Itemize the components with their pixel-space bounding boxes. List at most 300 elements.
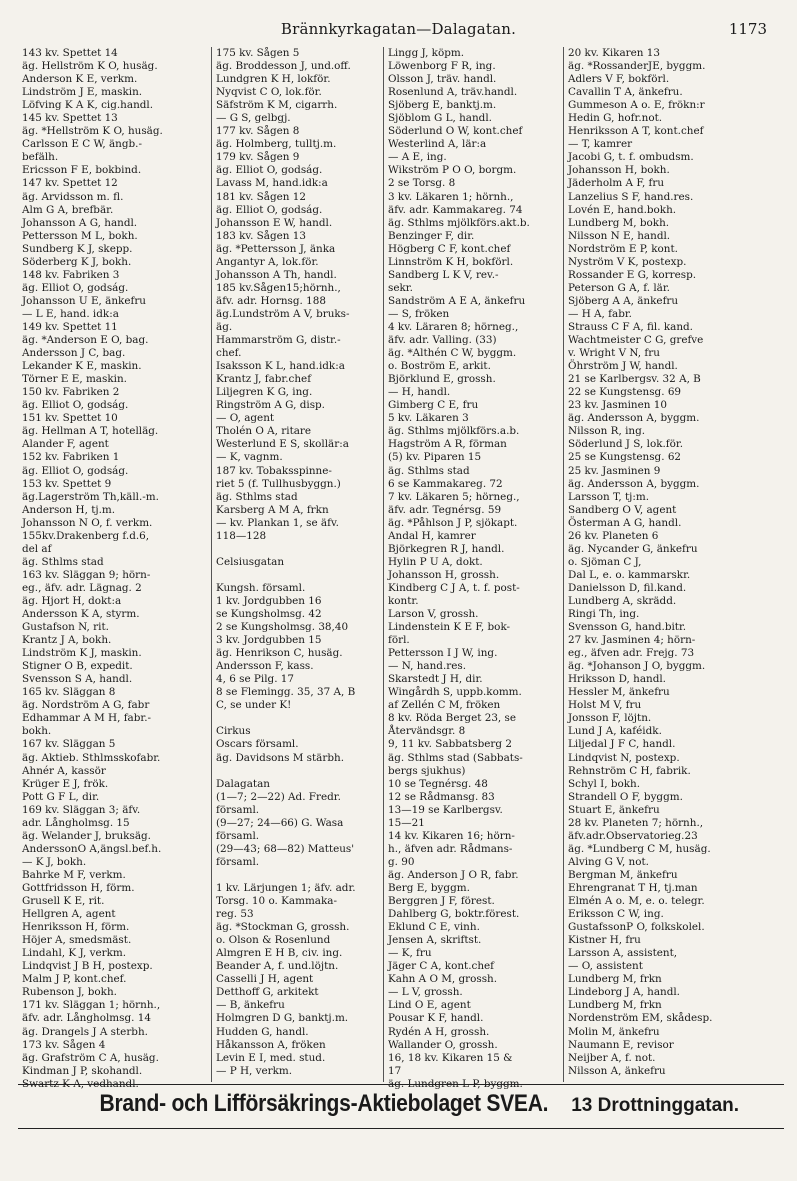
- directory-line: Gustafson N, rit.: [22, 621, 109, 634]
- directory-line: 1 kv. Lärjungen 1; äfv. adr.: [216, 882, 356, 894]
- directory-line: 143 kv. Spettet 14: [22, 47, 118, 59]
- directory-line: Pott G F L, dir.: [22, 790, 100, 803]
- directory-line: Björkegren R J, handl.: [388, 542, 505, 555]
- directory-line: Löfving K A K, cig.handl.: [22, 99, 154, 112]
- directory-line: Dalagatan: [216, 777, 270, 790]
- directory-line: Wikström P O O, borgm.: [388, 164, 517, 177]
- column-3: [383, 47, 563, 1090]
- directory-line: äg. *Påhlson J P, sjökapt.: [388, 516, 518, 529]
- directory-line: Berg E, byggm.: [388, 882, 470, 894]
- directory-line: Almgren E H B, civ. ing.: [216, 947, 343, 960]
- directory-line: 1 kv. Jordgubben 16: [216, 594, 322, 607]
- directory-line: af Zellén C M, fröken: [388, 699, 501, 712]
- directory-line: 23 kv. Jasminen 10: [568, 399, 667, 412]
- directory-line: Peterson G A, f. lär.: [568, 281, 670, 294]
- directory-line: — H, handl.: [388, 386, 451, 399]
- directory-line: 148 kv. Fabriken 3: [22, 268, 120, 281]
- directory-line: — K, vagnm.: [216, 451, 283, 464]
- directory-line: 25 se Kungstensg. 62: [568, 451, 682, 464]
- directory-line: Edhammar A M H, fabr.-: [22, 712, 152, 725]
- directory-line: kontr.: [388, 594, 419, 607]
- directory-line: äg.Lagerström Th,käll.-m.: [22, 490, 159, 503]
- directory-line: Tholén O A, ritare: [216, 425, 312, 438]
- directory-line: Alander F, agent: [22, 438, 109, 451]
- directory-line: Håkansson A, fröken: [216, 1038, 326, 1051]
- directory-line: Dahlberg G, boktr.förest.: [388, 908, 520, 921]
- directory-line: Benzinger F, dir.: [388, 229, 475, 242]
- directory-line: Alving G V, not.: [568, 855, 649, 868]
- directory-line: — A E, ing.: [388, 151, 447, 164]
- directory-line: — K, fru: [388, 947, 432, 960]
- directory-line: äg. Elliot O, godság.: [216, 203, 323, 216]
- directory-line: Lekander K E, maskin.: [22, 360, 142, 373]
- directory-line: o. Olson & Rosenlund: [216, 934, 331, 947]
- directory-line: Ericsson F E, bokbind.: [22, 164, 142, 177]
- directory-line: Lund J A, kaféidk.: [568, 725, 662, 738]
- directory-line: Kindberg C J A, t. f. post-: [388, 581, 520, 594]
- directory-line: befälh.: [22, 151, 59, 164]
- directory-line: Oscars församl.: [216, 738, 299, 751]
- directory-line: Andersson K A, styrm.: [22, 608, 140, 621]
- directory-line: — G S, gelbgj.: [216, 112, 291, 125]
- directory-line: Grusell K E, rit.: [22, 895, 105, 908]
- directory-line: Kindman J P, skohandl.: [22, 1064, 143, 1077]
- directory-line: 4 kv. Läraren 8; hörneg.,: [388, 320, 519, 333]
- directory-line: Anderson K E, verkm.: [22, 73, 138, 86]
- directory-line: Rosenlund A, träv.handl.: [388, 86, 518, 99]
- directory-line: Wachtmeister C G, grefve: [568, 334, 704, 347]
- directory-line: Rossander E G, korresp.: [568, 268, 697, 281]
- directory-line: Österman A G, handl.: [568, 516, 682, 529]
- directory-line: Larson V, grossh.: [388, 608, 479, 621]
- directory-line: äg. Hellström K O, husäg.: [22, 60, 158, 73]
- directory-line: Lanzelius S F, hand.res.: [568, 190, 694, 203]
- directory-line: Gummeson A o. E, frökn:r: [568, 99, 705, 112]
- directory-line: eg., äfven adr. Frejg. 73: [568, 647, 695, 660]
- directory-line: Svensson G, hand.bitr.: [568, 621, 687, 634]
- directory-line: Lundberg A, skrädd.: [568, 594, 677, 607]
- directory-line: Kistner H, fru: [568, 934, 641, 947]
- directory-line: äg. Sthlms stad: [388, 464, 470, 477]
- directory-line: äg. Andersson A, byggm.: [568, 412, 700, 425]
- directory-line: äg. Anderson J O R, fabr.: [388, 868, 519, 881]
- directory-line: Rydén A H, grossh.: [388, 1025, 490, 1038]
- directory-line: (5) kv. Piparen 15: [388, 451, 482, 464]
- directory-line: Lindqvist J B H, postexp.: [22, 960, 153, 973]
- directory-line: — B, änkefru: [216, 999, 285, 1012]
- directory-line: Swartz K A, vedhandl.: [22, 1077, 139, 1090]
- directory-line: Adlers V F, bokförl.: [568, 73, 670, 86]
- directory-line: Andersson F, kass.: [216, 660, 314, 673]
- directory-line: 167 kv. Släggan 5: [22, 738, 116, 751]
- directory-line: eg., äfv. adr. Lägnag. 2: [22, 581, 142, 594]
- directory-line: 25 kv. Jasminen 9: [568, 464, 661, 477]
- directory-line: Gottfridsson H, förm.: [22, 882, 135, 894]
- directory-line: Svensson S A, handl.: [22, 673, 133, 686]
- directory-line: äg. Holmberg, tulltj.m.: [216, 138, 337, 151]
- directory-line: 26 kv. Planeten 6: [568, 529, 659, 542]
- directory-line: församl.: [216, 803, 260, 816]
- directory-line: Hudden G, handl.: [216, 1025, 309, 1038]
- directory-line: Hagström A R, förman: [388, 438, 507, 451]
- directory-line: riet 5 (f. Tullhusbyggn.): [216, 477, 341, 490]
- directory-line: Skarstedt J H, dir.: [388, 673, 483, 686]
- directory-line: äg. Elliot O, godság.: [22, 464, 129, 477]
- directory-line: Jonsson F, löjtn.: [568, 712, 652, 725]
- directory-line: Johansson H, bokh.: [568, 164, 670, 177]
- directory-line: Andersson J C, bag.: [22, 347, 126, 360]
- directory-line: äfv. adr. Valling. (33): [388, 334, 497, 347]
- directory-line: Krantz J, fabr.chef: [216, 373, 312, 386]
- directory-line: Ehrengranat T H, tj.man: [568, 882, 698, 894]
- directory-line: Löwenborg F R, ing.: [388, 60, 496, 73]
- directory-line: reg. 53: [216, 908, 254, 921]
- directory-line: Levin E I, med. stud.: [216, 1051, 326, 1064]
- directory-line: Hellgren A, agent: [22, 908, 116, 921]
- page-title: Brännkyrkagatan—Dalagatan.: [280, 20, 517, 38]
- directory-line: Isaksson K L, hand.idk:a: [216, 360, 345, 373]
- directory-line: Hessler M, änkefru: [568, 686, 670, 699]
- directory-line: Cirkus: [216, 725, 251, 738]
- directory-line: Torsg. 10 o. Kammaka-: [216, 895, 337, 908]
- directory-line: — T, kamrer: [568, 138, 633, 151]
- directory-line: Hammarström G, distr.-: [216, 334, 341, 347]
- directory-line: Lavass M, hand.idk:a: [216, 177, 328, 190]
- directory-line: äfv. adr. Kammakareg. 74: [388, 203, 523, 216]
- directory-line: Lindahl, K J, verkm.: [22, 947, 127, 960]
- directory-line: Henriksson H, förm.: [22, 921, 130, 934]
- directory-line: Kahn A O M, grossh.: [388, 973, 498, 986]
- directory-line: adr. Långholmsg. 15: [22, 816, 130, 829]
- directory-line: Lind O E, agent: [388, 999, 471, 1012]
- directory-line: 16, 18 kv. Kikaren 15 &: [388, 1051, 513, 1064]
- directory-line: Pettersson M L, bokh.: [22, 229, 138, 242]
- directory-line: äg. Sthlms stad (Sabbats-: [388, 751, 523, 764]
- directory-line: äg. Nordström A G, fabr: [22, 699, 150, 712]
- directory-line: äg.: [216, 320, 233, 333]
- directory-line: 118—128: [216, 529, 267, 542]
- directory-line: Eriksson C W, ing.: [568, 908, 664, 921]
- directory-line: äg.Lundström A V, bruks-: [216, 307, 350, 320]
- directory-line: 171 kv. Släggan 1; hörnh.,: [22, 999, 161, 1012]
- directory-line: Söderlund J S, lok.för.: [568, 438, 684, 451]
- directory-line: äg. Lundgren L P, byggm.: [388, 1077, 523, 1090]
- directory-line: Linnström K H, bokförl.: [388, 255, 514, 268]
- directory-line: — O, assistent: [568, 960, 643, 973]
- directory-line: Bergman M, änkefru: [568, 868, 678, 881]
- directory-line: Söderlund O W, kont.chef: [388, 125, 523, 138]
- directory-line: 150 kv. Fabriken 2: [22, 386, 120, 399]
- directory-line: Celsiusgatan: [216, 555, 285, 568]
- directory-line: Nilsson R, ing.: [568, 425, 646, 438]
- directory-line: äg. Drangels J A sterbh.: [22, 1025, 148, 1038]
- directory-line: — kv. Plankan 1, se äfv.: [216, 516, 339, 529]
- directory-line: 27 kv. Jasminen 4; hörn-: [568, 634, 696, 647]
- directory-line: Jäderholm A F, fru: [568, 177, 665, 190]
- directory-line: Angantyr A, lok.för.: [216, 255, 319, 268]
- footer-rule-top: [18, 1084, 784, 1085]
- directory-line: äg. Henrikson C, husäg.: [216, 647, 343, 660]
- column-1: [18, 47, 211, 1090]
- directory-line: Lundgren K H, lokför.: [216, 73, 331, 86]
- directory-line: 152 kv. Fabriken 1: [22, 451, 120, 464]
- directory-line: C, se under K!: [216, 699, 292, 712]
- directory-line: Nyström V K, postexp.: [568, 255, 687, 268]
- directory-line: bergs sjukhus): [388, 764, 466, 777]
- directory-line: äg. Sthlms mjölkförs.akt.b.: [388, 216, 530, 229]
- directory-line: Söderberg K J, bokh.: [22, 255, 132, 268]
- directory-line: Säfström K M, cigarrh.: [216, 99, 338, 112]
- directory-line: — H A, fabr.: [568, 307, 632, 320]
- directory-line: Larsson T, tj:m.: [568, 490, 650, 503]
- directory-line: äg. *Althén C W, byggm.: [388, 347, 517, 360]
- directory-line: Nilsson N E, handl.: [568, 229, 671, 242]
- directory-line: 2 se Kungsholmsg. 38,40: [216, 621, 349, 634]
- directory-line: äg. Hjort H, dokt:a: [22, 594, 122, 607]
- directory-line: Danielsson D, fil.kand.: [568, 581, 687, 594]
- directory-line: Lindenstein K E F, bok-: [388, 621, 511, 634]
- directory-line: Jäger C A, kont.chef: [388, 960, 495, 973]
- directory-line: Malm J P, kont.chef.: [22, 973, 127, 986]
- directory-line: 28 kv. Planeten 7; hörnh.,: [568, 816, 704, 829]
- directory-line: Liljegren K G, ing.: [216, 386, 313, 399]
- directory-line: Schyl I, bokh.: [568, 777, 641, 790]
- directory-line: [216, 869, 383, 882]
- directory-line: 8 kv. Röda Berget 23, se: [388, 712, 517, 725]
- directory-line: Hedin G, hofr.not.: [568, 112, 663, 125]
- directory-line: 151 kv. Spettet 10: [22, 412, 118, 425]
- directory-line: äg. Grafström C A, husäg.: [22, 1051, 159, 1064]
- directory-line: 13—19 se Karlbergsv.: [388, 803, 503, 816]
- directory-line: äg. Welander J, bruksäg.: [22, 829, 151, 842]
- directory-line: Olsson J, träv. handl.: [388, 73, 497, 86]
- directory-line: äg. Hellman A T, hotelläg.: [22, 425, 159, 438]
- directory-line: Naumann E, revisor: [568, 1038, 674, 1051]
- directory-line: 12 se Rådmansg. 83: [388, 790, 495, 803]
- directory-line: AnderssonO A,ängsl.bef.h.: [22, 842, 162, 855]
- directory-line: äg. *Hellström K O, husäg.: [22, 125, 163, 138]
- directory-line: 15—21: [388, 816, 425, 829]
- directory-line: sekr.: [388, 281, 413, 294]
- advert-address: 13 Drottninggatan.: [571, 1095, 740, 1116]
- directory-line: Sandberg L K V, rev.-: [388, 268, 499, 281]
- directory-line: Nilsson A, änkefru: [568, 1064, 666, 1077]
- directory-line: — L E, hand. idk:a: [22, 307, 119, 320]
- directory-line: församl.: [216, 855, 260, 868]
- directory-line: Lindström K J, maskin.: [22, 647, 142, 660]
- directory-line: 149 kv. Spettet 11: [22, 320, 118, 333]
- directory-line: Anderson H, tj.m.: [22, 503, 116, 516]
- directory-line: — O, agent: [216, 412, 275, 425]
- directory-line: v. Wright V N, fru: [568, 347, 660, 360]
- directory-line: GustafssonP O, folkskolel.: [568, 921, 705, 934]
- directory-line: Beander A, f. und.löjtn.: [216, 960, 339, 973]
- directory-line: förl.: [388, 634, 410, 647]
- directory-line: 3 kv. Läkaren 1; hörnh.,: [388, 190, 514, 203]
- directory-line: Krüger E J, frök.: [22, 777, 109, 790]
- directory-line: Sjöberg A A, änkefru: [568, 294, 679, 307]
- directory-line: äg. Elliot O, godság.: [216, 164, 323, 177]
- directory-line: Holmgren D G, banktj.m.: [216, 1012, 349, 1025]
- directory-line: [216, 765, 383, 778]
- directory-line: Ringström A G, disp.: [216, 399, 325, 412]
- directory-line: äg. *Johanson J O, byggm.: [568, 660, 706, 673]
- directory-line: Gimberg C E, fru: [388, 399, 479, 412]
- directory-line: — S, fröken: [388, 307, 450, 320]
- directory-line: 17: [388, 1064, 402, 1077]
- directory-line: 6 se Kammakareg. 72: [388, 477, 503, 490]
- directory-line: 177 kv. Sågen 8: [216, 125, 300, 138]
- directory-line: 145 kv. Spettet 13: [22, 112, 118, 125]
- directory-line: Stigner O B, expedit.: [22, 660, 133, 673]
- directory-line: [216, 712, 383, 725]
- directory-line: del af: [22, 542, 52, 555]
- directory-line: Höjer A, smedsmäst.: [22, 934, 132, 947]
- directory-line: 7 kv. Läkaren 5; hörneg.,: [388, 490, 520, 503]
- directory-line: Ahnér A, kassör: [22, 764, 106, 777]
- directory-line: chef.: [216, 347, 242, 360]
- directory-line: 187 kv. Tobaksspinne-: [216, 464, 332, 477]
- directory-line: äfv.adr.Observatorieg.23: [568, 829, 698, 842]
- directory-line: äg. Elliot O, godság.: [22, 399, 129, 412]
- directory-line: Johansson A G, handl.: [22, 216, 138, 229]
- directory-line: 185 kv.Sågen15;hörnh.,: [216, 281, 341, 294]
- directory-line: Sjöblom G L, handl.: [388, 112, 492, 125]
- directory-line: 5 kv. Läkaren 3: [388, 412, 469, 425]
- directory-line: (1—7; 2—22) Ad. Fredr.: [216, 790, 341, 803]
- directory-line: Kungsh. församl.: [216, 581, 306, 594]
- advert-company: Brand- och Lifförsäkrings-Aktiebolaget SVEA.: [99, 1090, 549, 1117]
- directory-line: Strauss C F A, fil. kand.: [568, 320, 693, 333]
- directory-line: o. Boström E, arkit.: [388, 360, 491, 373]
- directory-line: Elmén A o. M, e. o. telegr.: [568, 895, 705, 908]
- directory-line: 169 kv. Släggan 3; äfv.: [22, 803, 141, 816]
- directory-line: Öhrström J W, handl.: [568, 360, 678, 373]
- directory-line: församl.: [216, 829, 260, 842]
- directory-line: o. Sjöman C J,: [568, 555, 642, 568]
- directory-line: 179 kv. Sågen 9: [216, 151, 300, 164]
- directory-line: äg. Sthlms stad: [22, 555, 104, 568]
- directory-line: 173 kv. Sågen 4: [22, 1038, 106, 1051]
- directory-line: 14 kv. Kikaren 16; hörn-: [388, 829, 515, 842]
- directory-line: Jacobi G, t. f. ombudsm.: [568, 151, 694, 164]
- directory-line: Carlsson E C W, ängb.-: [22, 138, 142, 151]
- directory-line: 3 kv. Jordgubben 15: [216, 634, 322, 647]
- directory-line: Rehnström C H, fabrik.: [568, 764, 691, 777]
- directory-line: [216, 569, 383, 582]
- directory-line: Pousar K F, handl.: [388, 1012, 484, 1025]
- directory-line: Holst M V, fru: [568, 699, 642, 712]
- directory-line: Dal L, e. o. kammarskr.: [568, 568, 691, 581]
- directory-line: äg. Sthlms stad: [216, 490, 298, 503]
- directory-line: Högberg C F, kont.chef: [388, 242, 511, 255]
- directory-line: Lingg J, köpm.: [388, 47, 465, 59]
- directory-line: 22 se Kungstensg. 69: [568, 386, 682, 399]
- directory-line: — K J, bokh.: [22, 855, 87, 868]
- directory-line: bokh.: [22, 725, 52, 738]
- directory-line: Andal H, kamrer: [388, 529, 476, 542]
- directory-line: Lindström J E, maskin.: [22, 86, 143, 99]
- directory-line: Rubenson J, bokh.: [22, 986, 117, 999]
- directory-line: Johansson H, grossh.: [388, 568, 500, 581]
- directory-line: Detthoff G, arkitekt: [216, 986, 319, 999]
- page-number: 1173: [728, 20, 767, 38]
- directory-line: 147 kv. Spettet 12: [22, 177, 118, 190]
- directory-line: äg. *Stockman G, grossh.: [216, 921, 350, 934]
- directory-line: Lindeborg J A, handl.: [568, 986, 680, 999]
- directory-line: Strandell O F, byggm.: [568, 790, 683, 803]
- directory-line: 165 kv. Släggan 8: [22, 686, 116, 699]
- column-2: [211, 47, 383, 1082]
- directory-line: Larsson A, assistent,: [568, 947, 678, 960]
- directory-line: Sandberg O V, agent: [568, 503, 677, 516]
- footer-rule-bottom: [18, 1128, 784, 1129]
- directory-line: äg. *Lundberg C M, husäg.: [568, 842, 711, 855]
- directory-line: Alm G A, brefbär.: [22, 203, 114, 216]
- directory-line: 8 se Flemingg. 35, 37 A, B: [216, 686, 356, 699]
- directory-line: Lovén E, hand.bokh.: [568, 203, 677, 216]
- directory-line: äg. Arvidsson m. fl.: [22, 190, 124, 203]
- directory-line: Eklund C E, vinh.: [388, 921, 480, 934]
- directory-line: Hylin P U A, dokt.: [388, 555, 483, 568]
- directory-line: 9, 11 kv. Sabbatsberg 2: [388, 738, 512, 751]
- directory-line: Törner E E, maskin.: [22, 373, 127, 386]
- directory-line: Wingårdh S, uppb.komm.: [388, 686, 522, 699]
- directory-line: Lundberg M, bokh.: [568, 216, 670, 229]
- directory-line: (29—43; 68—82) Matteus': [216, 842, 355, 855]
- directory-line: äfv. adr. Tegnérsg. 59: [388, 503, 502, 516]
- directory-line: äfv. adr. Långholmsg. 14: [22, 1012, 151, 1025]
- directory-line: Liljedal J F C, handl.: [568, 738, 676, 751]
- directory-line: Henriksson A T, kont.chef: [568, 125, 704, 138]
- directory-line: — L V, grossh.: [388, 986, 463, 999]
- directory-line: 153 kv. Spettet 9: [22, 477, 112, 490]
- directory-line: Jensen A, skriftst.: [388, 934, 482, 947]
- directory-line: 163 kv. Släggan 9; hörn-: [22, 568, 151, 581]
- directory-line: 2 se Torsg. 8: [388, 177, 456, 190]
- directory-line: Bahrke M F, verkm.: [22, 868, 126, 881]
- directory-line: 21 se Karlbergsv. 32 A, B: [568, 373, 701, 386]
- directory-line: Casselli J H, agent: [216, 973, 314, 986]
- directory-line: Pettersson I J W, ing.: [388, 647, 498, 660]
- directory-line: 10 se Tegnérsg. 48: [388, 777, 488, 790]
- directory-line: Sjöberg E, banktj.m.: [388, 99, 497, 112]
- directory-line: äg. Davidsons M stärbh.: [216, 751, 344, 764]
- directory-line: Johansson U E, änkefru: [22, 294, 147, 307]
- directory-line: 20 kv. Kikaren 13: [568, 47, 660, 59]
- directory-line: 183 kv. Sågen 13: [216, 229, 307, 242]
- directory-line: äg. Nycander G, änkefru: [568, 542, 698, 555]
- directory-line: g. 90: [388, 855, 415, 868]
- directory-line: Lundberg M, frkn: [568, 973, 662, 986]
- directory-line: Karsberg A M A, frkn: [216, 503, 329, 516]
- directory-line: Nordström E P, kont.: [568, 242, 678, 255]
- directory-line: äg. Broddesson J, und.off.: [216, 60, 351, 73]
- directory-line: (9—27; 24—66) G. Wasa: [216, 816, 344, 829]
- directory-line: Lindqvist N, postexp.: [568, 751, 680, 764]
- directory-line: se Kungsholmsg. 42: [216, 608, 322, 621]
- column-4: [563, 47, 784, 1082]
- directory-line: — P H, verkm.: [216, 1064, 293, 1077]
- directory-line: [216, 543, 383, 556]
- directory-line: äfv. adr. Hornsg. 188: [216, 294, 326, 307]
- directory-line: äg. Andersson A, byggm.: [568, 477, 700, 490]
- directory-line: Nordenström EM, skådesp.: [568, 1012, 713, 1025]
- directory-line: 155kv.Drakenberg f.d.6,: [22, 529, 150, 542]
- directory-line: äg. Sthlms mjölkförs.a.b.: [388, 425, 520, 438]
- directory-line: Molin M, änkefru: [568, 1025, 660, 1038]
- directory-line: äg. *Anderson E O, bag.: [22, 334, 149, 347]
